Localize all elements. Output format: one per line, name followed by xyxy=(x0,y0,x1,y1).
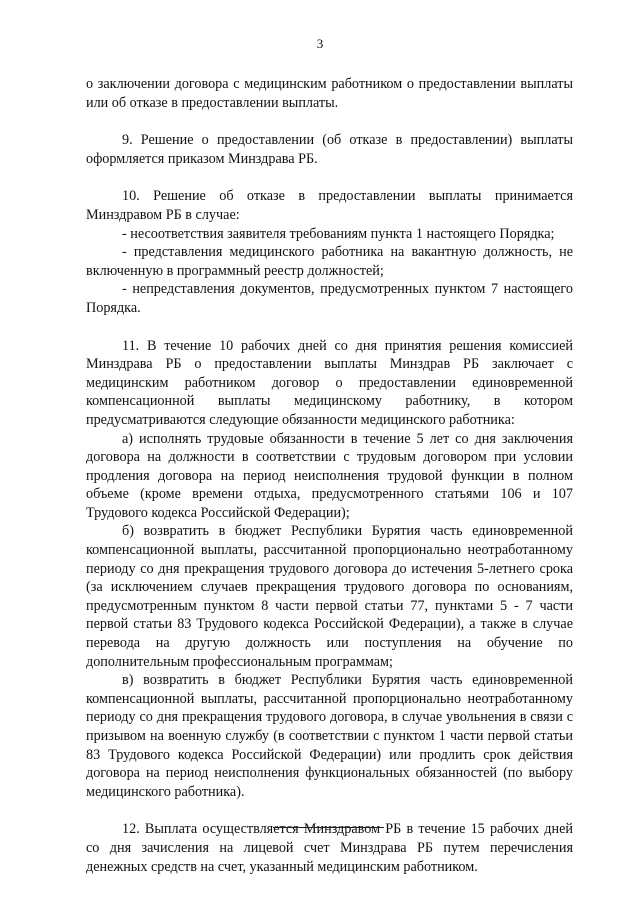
paragraph-10-item-3: - непредставления документов, предусмотренных пунктом 7 настоящего Порядка. xyxy=(86,281,573,316)
paragraph-11-b: б) возвратить в бюджет Республики Бурятия часть единовременной компенсационной выплаты, рассчитанной пропорционально неотработанному периоду со дня прекращения трудового договора до истечения 5-летнего срока (за исключением случаев прекращения трудового договора по основаниям, предусмотренным пунктом 8 части первой статьи 77, пунктами 5 - 7 части первой статьи 83 Трудового кодекса Российской Федерации), а также в случае перевода на другую должность или поступления на обучение по дополнительным профессиональным программам; xyxy=(86,523,573,670)
paragraph-10-intro: 10. Решение об отказе в предоставлении выплаты принимается Минздравом РБ в случае: xyxy=(86,188,573,223)
document-body xyxy=(86,75,573,876)
paragraph-11-intro: 11. В течение 10 рабочих дней со дня принятия решения комиссией Минздрава РБ о предоставлении выплаты Минздрав РБ заключает с медицинским работником договор о предоставлении единовременной компенсационной выплаты медицинскому работнику, в котором предусматриваются следующие обязанности медицинского работника: xyxy=(86,337,573,428)
paragraph-11-c: в) возвратить в бюджет Республики Бурятия часть единовременной компенсационной выплаты, рассчитанной пропорционально неотработанному периоду со дня прекращения трудового договора, в случае увольнения в связи с призывом на военную службу (в соответствии с пунктом 1 части первой статьи 83 Трудового кодекса Российской Федерации) или продлить срок действия договора на период неисполнения функциональных обязанностей (по выбору медицинского работника). xyxy=(86,672,573,800)
paragraph-9: 9. Решение о предоставлении (об отказе в предоставлении) выплаты оформляется приказом Минздрава РБ. xyxy=(86,132,573,167)
paragraph-12: 12. Выплата осуществляется Минздравом РБ в течение 15 рабочих дней со дня зачисления на лицевой счет Минздрава РБ путем перечисления денежных средств на счет, указанный медицинским работником. xyxy=(86,821,573,875)
paragraph-10-item-1: - несоответствия заявителя требованиям пункта 1 настоящего Порядка; xyxy=(122,225,555,242)
end-separator-line xyxy=(273,827,384,828)
page-number: 3 xyxy=(316,36,324,51)
paragraph-10-item-2: - представления медицинского работника на вакантную должность, не включенную в программный реестр должностей; xyxy=(86,244,573,279)
paragraph-8-continuation: о заключении договора с медицинским работником о предоставлении выплаты или об отказе в предоставлении выплаты. xyxy=(86,76,573,111)
paragraph-11-a: а) исполнять трудовые обязанности в течение 5 лет со дня заключения договора на должности в соответствии с трудовым договором при условии продления договора на период неисполнения трудовой функции в полном объеме (кроме времени отдыха, предусмотренного статьями 106 и 107 Трудового кодекса Российской Федерации); xyxy=(86,430,573,521)
